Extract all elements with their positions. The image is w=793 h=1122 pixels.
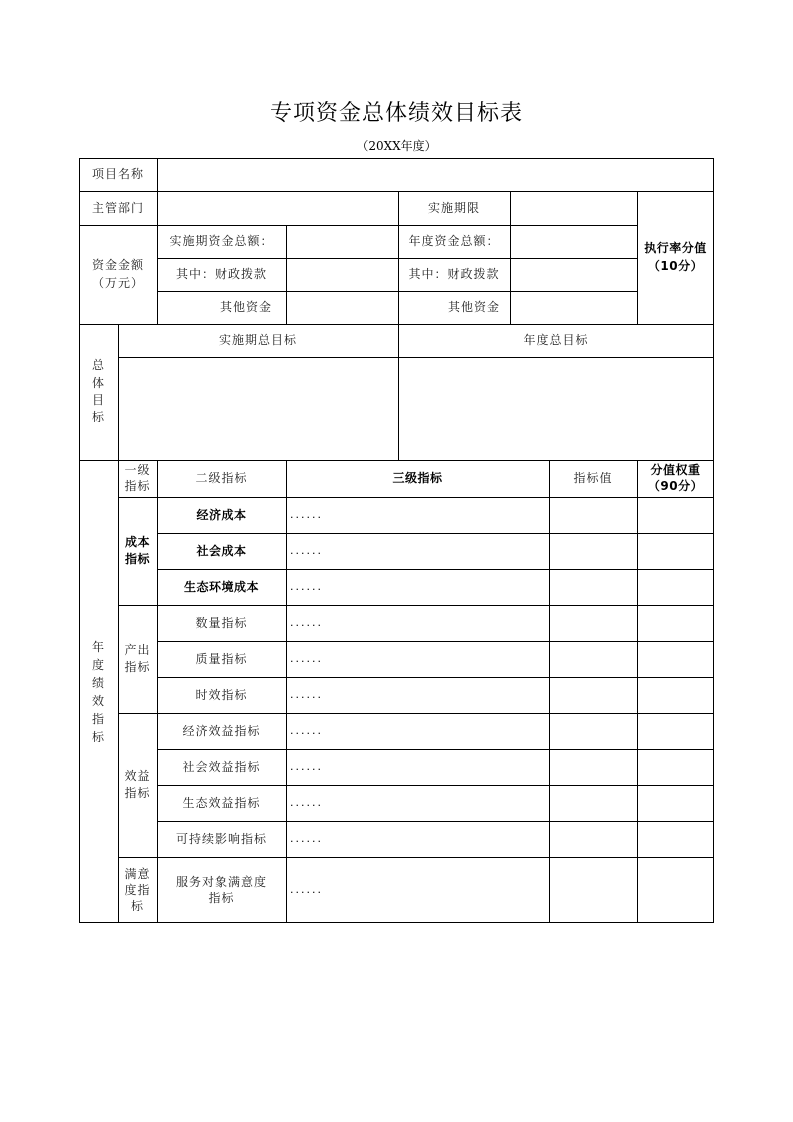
level2-eco-benefit: 生态效益指标 <box>182 795 261 810</box>
period-goal-header: 实施期总目标 <box>218 333 297 348</box>
group-cost-text: 成本 指标 <box>124 534 150 566</box>
weight-eco-benefit[interactable] <box>638 785 714 821</box>
weight-economic-benefit[interactable] <box>638 713 714 749</box>
weight-quality[interactable] <box>638 641 714 677</box>
value-quality[interactable] <box>550 641 637 677</box>
level3-economic-cost[interactable]: ...... <box>290 507 323 521</box>
level3-quality[interactable]: ...... <box>290 651 323 665</box>
level2-economic-cost: 经济成本 <box>196 507 247 522</box>
header-level3: 三级指标 <box>392 471 443 486</box>
group-satisfaction <box>118 857 157 923</box>
group-cost <box>118 497 157 605</box>
level3-economic-benefit[interactable]: ...... <box>290 723 323 737</box>
level3-sustainable[interactable]: ...... <box>290 831 323 845</box>
value-timeliness[interactable] <box>550 677 637 713</box>
level3-eco-cost[interactable]: ...... <box>290 579 323 593</box>
value-satisfaction[interactable] <box>550 857 637 923</box>
level2-sustainable: 可持续影响指标 <box>175 831 267 846</box>
value-eco-cost[interactable] <box>550 569 637 605</box>
fiscal-label-period: 其中：财政拨款 <box>175 267 267 282</box>
period-total-field[interactable] <box>287 225 398 258</box>
value-sustainable[interactable] <box>550 821 637 857</box>
year-goal-header: 年度总目标 <box>523 333 589 348</box>
project-name-field[interactable] <box>158 158 714 191</box>
period-goal-field[interactable] <box>119 358 398 460</box>
header-weight-text: 分值权重 （90分） <box>647 462 704 493</box>
level3-social-benefit[interactable]: ...... <box>290 759 323 773</box>
level2-quantity: 数量指标 <box>195 615 248 630</box>
level2-social-cost: 社会成本 <box>196 543 247 558</box>
header-level1 <box>118 460 157 497</box>
weight-timeliness[interactable] <box>638 677 714 713</box>
level2-timeliness: 时效指标 <box>195 687 248 702</box>
header-level1-text: 一级 指标 <box>124 462 151 493</box>
header-value: 指标值 <box>573 471 613 486</box>
period-field[interactable] <box>511 191 637 225</box>
level2-eco-cost: 生态环境成本 <box>183 579 259 594</box>
other-funds-label-period: 其他资金 <box>219 300 272 315</box>
dept-field[interactable] <box>158 191 398 225</box>
value-economic-benefit[interactable] <box>550 713 637 749</box>
overall-goal-label <box>79 324 118 460</box>
year-total-label: 年度资金总额： <box>408 234 500 249</box>
other-funds-label-year: 其他资金 <box>447 300 500 315</box>
level3-satisfaction[interactable]: ...... <box>290 882 323 896</box>
value-quantity[interactable] <box>550 605 637 641</box>
other-funds-field-year[interactable] <box>511 291 637 324</box>
funds-label <box>79 225 157 324</box>
group-output-text: 产出 指标 <box>124 642 151 674</box>
weight-quantity[interactable] <box>638 605 714 641</box>
year-total-field[interactable] <box>511 225 637 258</box>
level3-eco-benefit[interactable]: ...... <box>290 795 323 809</box>
level3-social-cost[interactable]: ...... <box>290 543 323 557</box>
annual-perf-label <box>79 460 118 923</box>
group-output <box>118 605 157 713</box>
exec-rate-label <box>637 191 714 324</box>
value-eco-benefit[interactable] <box>550 785 637 821</box>
level2-social-benefit: 社会效益指标 <box>182 759 261 774</box>
fiscal-field-year[interactable] <box>511 258 637 291</box>
group-benefit-text: 效益 指标 <box>124 768 151 800</box>
header-weight <box>637 460 714 497</box>
level2-economic-benefit: 经济效益指标 <box>182 723 261 738</box>
page-title: 专项资金总体绩效目标表 <box>269 101 523 126</box>
value-social-benefit[interactable] <box>550 749 637 785</box>
weight-sustainable[interactable] <box>638 821 714 857</box>
period-label: 实施期限 <box>427 200 480 215</box>
level2-quality: 质量指标 <box>195 651 248 666</box>
weight-economic-cost[interactable] <box>638 497 714 533</box>
level3-timeliness[interactable]: ...... <box>290 687 323 701</box>
weight-satisfaction[interactable] <box>638 857 714 923</box>
group-benefit <box>118 713 157 857</box>
value-economic-cost[interactable] <box>550 497 637 533</box>
year-goal-field[interactable] <box>399 358 714 460</box>
weight-eco-cost[interactable] <box>638 569 714 605</box>
level2-satisfaction-text: 服务对象满意度 指标 <box>175 874 267 905</box>
project-name-label: 项目名称 <box>91 167 144 182</box>
group-satisfaction-text: 满意 度指 标 <box>124 866 151 914</box>
period-total-label: 实施期资金总额： <box>169 234 274 249</box>
exec-rate-text: 执行率分值 （10分） <box>644 241 707 273</box>
level2-satisfaction <box>157 857 286 923</box>
dept-label: 主管部门 <box>91 200 144 215</box>
level3-quantity[interactable]: ...... <box>290 615 323 629</box>
page-subtitle: （20XX年度） <box>356 139 437 153</box>
other-funds-field-period[interactable] <box>287 291 398 324</box>
fiscal-label-year: 其中：财政拨款 <box>408 267 500 282</box>
overall-goal-text: 总 体 目 标 <box>91 358 105 425</box>
fiscal-field-period[interactable] <box>287 258 398 291</box>
annual-perf-text: 年 度 绩 效 指 标 <box>91 639 105 744</box>
weight-social-benefit[interactable] <box>638 749 714 785</box>
header-level2: 二级指标 <box>195 471 248 486</box>
funds-label-text: 资金金额 （万元） <box>91 258 144 290</box>
value-social-cost[interactable] <box>550 533 637 569</box>
weight-social-cost[interactable] <box>638 533 714 569</box>
